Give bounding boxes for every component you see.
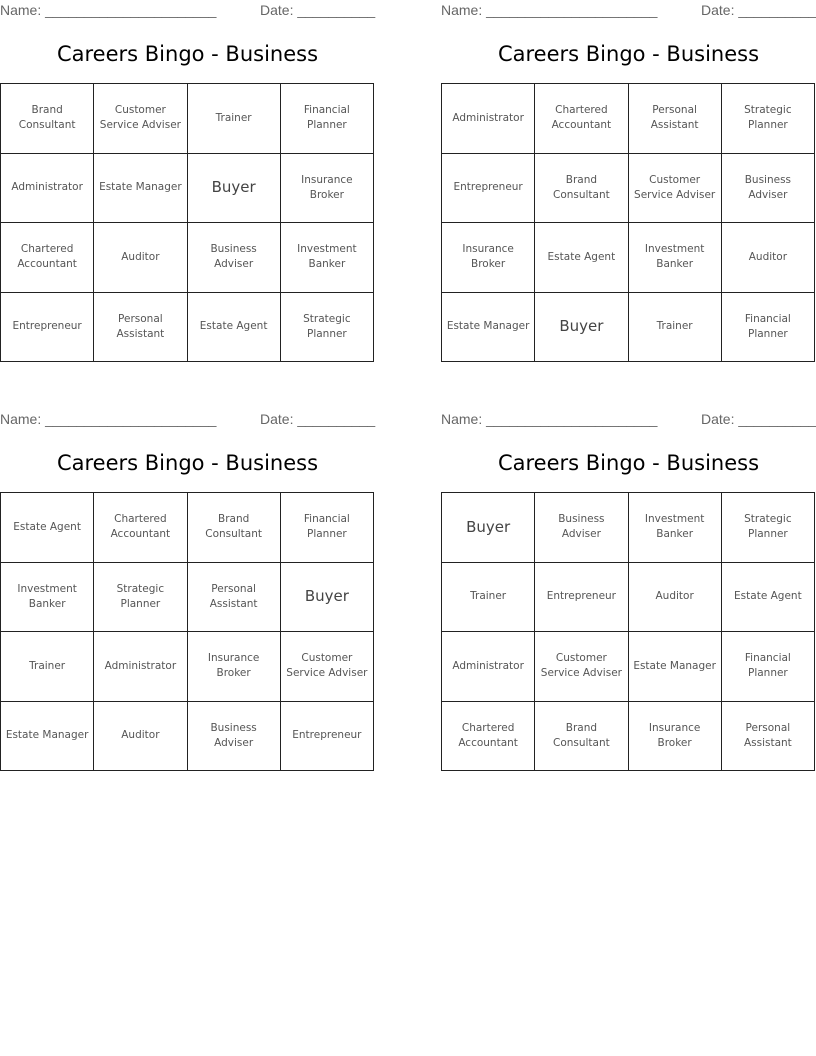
bingo-cell: Entrepreneur [442, 154, 535, 224]
bingo-cell: Business Adviser [722, 154, 815, 224]
bingo-cell: Financial Planner [281, 493, 374, 563]
bingo-cell: Buyer [535, 293, 628, 363]
bingo-cell: Buyer [442, 493, 535, 563]
bingo-cell: Business Adviser [188, 223, 281, 293]
bingo-cell: Investment Banker [629, 223, 722, 293]
card-title: Careers Bingo - Business [56, 42, 319, 66]
bingo-cell: Chartered Accountant [94, 493, 187, 563]
bingo-cell: Auditor [722, 223, 815, 293]
bingo-cell: Auditor [94, 223, 187, 293]
bingo-cell: Financial Planner [722, 632, 815, 702]
name-field-label: Name: ______________________ [441, 411, 658, 427]
bingo-cell: Brand Consultant [1, 84, 94, 154]
name-date-row [0, 2, 375, 20]
bingo-cell: Investment Banker [629, 493, 722, 563]
bingo-cell: Business Adviser [535, 493, 628, 563]
bingo-card [0, 409, 375, 779]
bingo-grid [0, 83, 374, 362]
bingo-cell: Estate Manager [1, 702, 94, 772]
bingo-cell: Investment Banker [1, 563, 94, 633]
bingo-cell: Insurance Broker [281, 154, 374, 224]
bingo-cell: Customer Service Adviser [535, 632, 628, 702]
bingo-cell: Customer Service Adviser [281, 632, 374, 702]
bingo-cell: Personal Assistant [629, 84, 722, 154]
bingo-cell: Administrator [442, 84, 535, 154]
bingo-cell: Estate Manager [629, 632, 722, 702]
card-title: Careers Bingo - Business [497, 451, 760, 475]
bingo-cell: Estate Agent [722, 563, 815, 633]
bingo-cell: Entrepreneur [535, 563, 628, 633]
bingo-card [441, 0, 816, 370]
bingo-cell: Chartered Accountant [535, 84, 628, 154]
bingo-cell: Trainer [1, 632, 94, 702]
bingo-card [0, 0, 375, 370]
bingo-cell: Trainer [188, 84, 281, 154]
bingo-cell: Entrepreneur [281, 702, 374, 772]
date-field-label: Date: __________ [260, 2, 376, 18]
bingo-cell: Personal Assistant [722, 702, 815, 772]
name-field-label: Name: ______________________ [0, 2, 217, 18]
bingo-cell: Personal Assistant [94, 293, 187, 363]
bingo-grid [441, 492, 815, 771]
bingo-cell: Strategic Planner [281, 293, 374, 363]
bingo-cell: Strategic Planner [722, 493, 815, 563]
bingo-cell: Investment Banker [281, 223, 374, 293]
name-date-row [441, 411, 816, 429]
bingo-cell: Strategic Planner [722, 84, 815, 154]
bingo-cell: Buyer [281, 563, 374, 633]
card-title: Careers Bingo - Business [56, 451, 319, 475]
bingo-cell: Trainer [629, 293, 722, 363]
name-date-row [441, 2, 816, 20]
date-field-label: Date: __________ [701, 2, 816, 18]
bingo-cell: Estate Manager [442, 293, 535, 363]
card-title: Careers Bingo - Business [497, 42, 760, 66]
bingo-cell: Customer Service Adviser [629, 154, 722, 224]
bingo-cell: Auditor [629, 563, 722, 633]
bingo-cell: Insurance Broker [188, 632, 281, 702]
bingo-cell: Financial Planner [281, 84, 374, 154]
bingo-cell: Insurance Broker [442, 223, 535, 293]
name-date-row [0, 411, 375, 429]
bingo-cell: Business Adviser [188, 702, 281, 772]
bingo-cell: Brand Consultant [535, 702, 628, 772]
bingo-cell: Customer Service Adviser [94, 84, 187, 154]
bingo-cell: Buyer [188, 154, 281, 224]
bingo-cell: Brand Consultant [188, 493, 281, 563]
bingo-cell: Administrator [94, 632, 187, 702]
bingo-cell: Estate Agent [1, 493, 94, 563]
bingo-cell: Estate Agent [188, 293, 281, 363]
bingo-cell: Entrepreneur [1, 293, 94, 363]
bingo-cell: Chartered Accountant [442, 702, 535, 772]
bingo-cell: Chartered Accountant [1, 223, 94, 293]
bingo-cell: Trainer [442, 563, 535, 633]
bingo-cell: Estate Manager [94, 154, 187, 224]
bingo-cell: Administrator [1, 154, 94, 224]
date-field-label: Date: __________ [701, 411, 816, 427]
bingo-cell: Strategic Planner [94, 563, 187, 633]
bingo-cell: Insurance Broker [629, 702, 722, 772]
name-field-label: Name: ______________________ [441, 2, 658, 18]
bingo-card [441, 409, 816, 779]
bingo-grid [0, 492, 374, 771]
name-field-label: Name: ______________________ [0, 411, 217, 427]
bingo-grid [441, 83, 815, 362]
bingo-cell: Auditor [94, 702, 187, 772]
bingo-cell: Personal Assistant [188, 563, 281, 633]
date-field-label: Date: __________ [260, 411, 376, 427]
bingo-cell: Administrator [442, 632, 535, 702]
bingo-cell: Financial Planner [722, 293, 815, 363]
bingo-cell: Brand Consultant [535, 154, 628, 224]
bingo-cell: Estate Agent [535, 223, 628, 293]
